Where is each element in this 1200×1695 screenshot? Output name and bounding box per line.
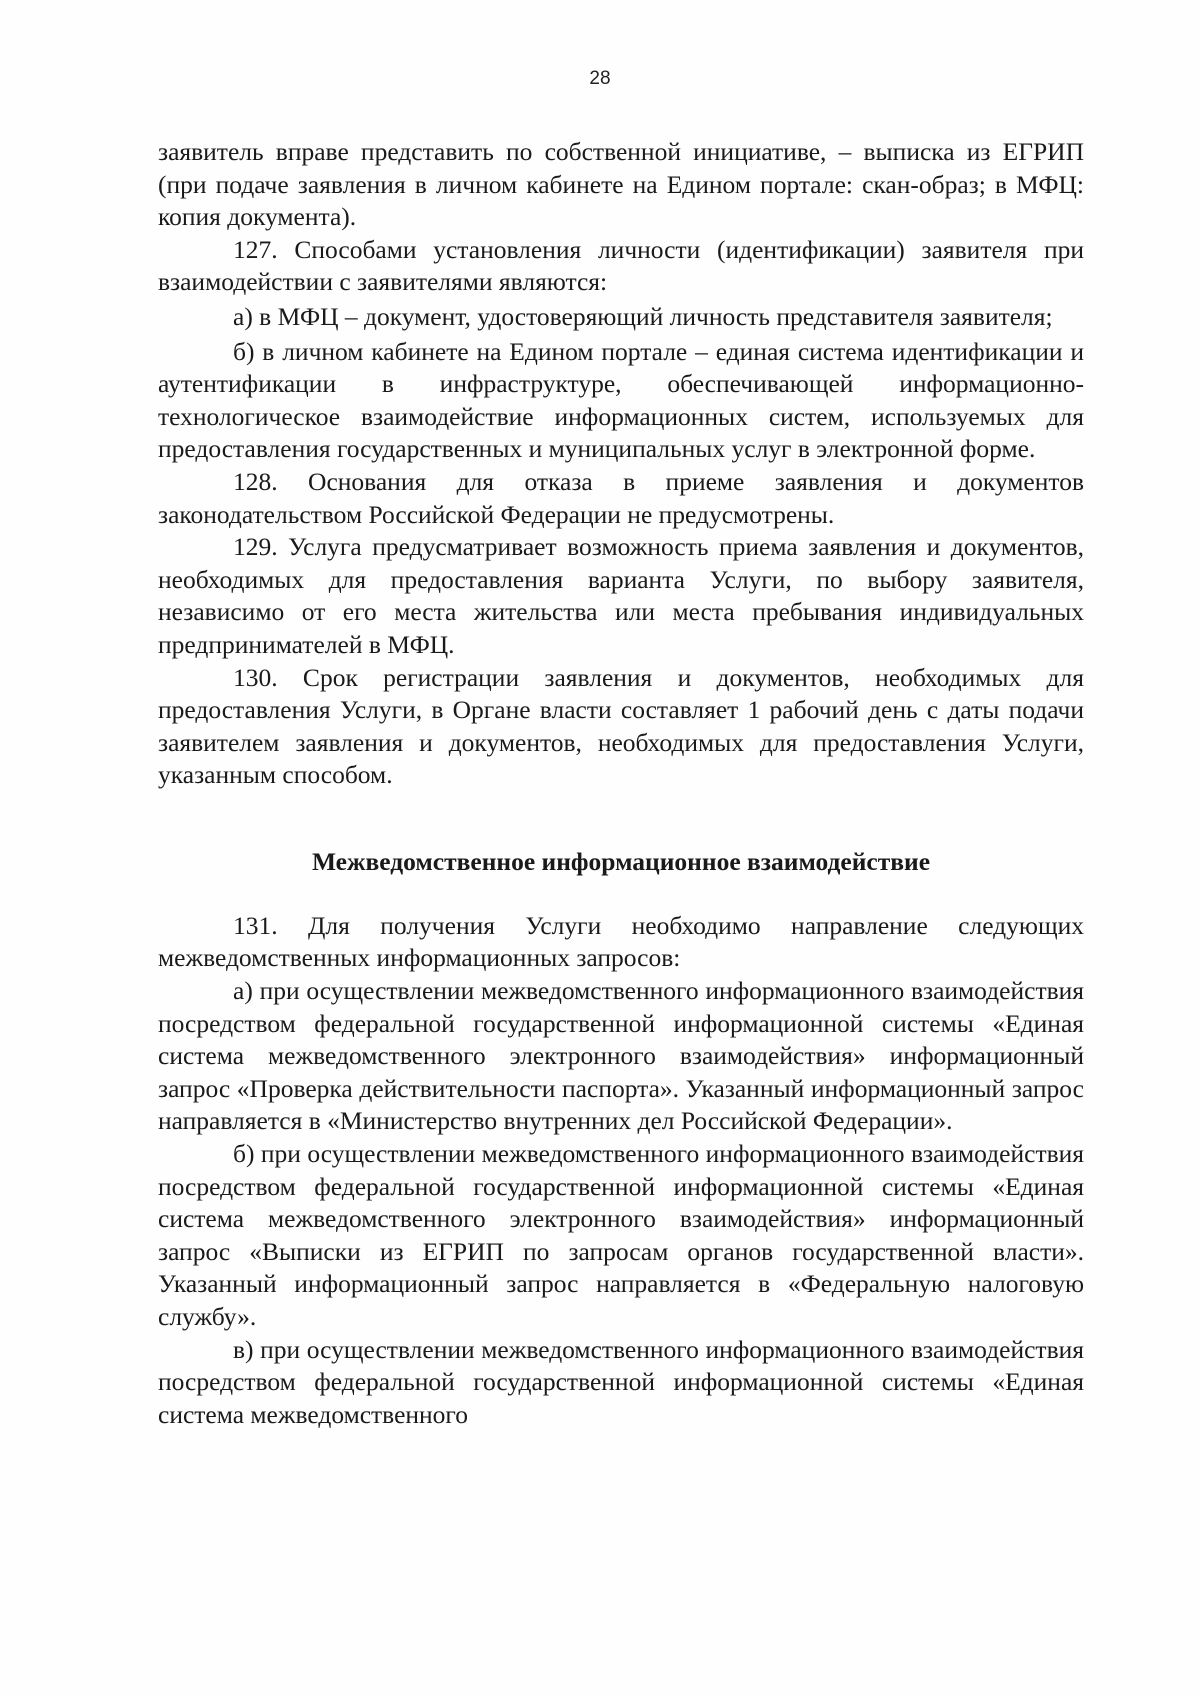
paragraph-129: 129. Услуга предусматривает возможность приема заявления и документов, необходимых для предоставления варианта Услуги, по выбору заявителя, независимо от его места жительства или места пребывания индивидуальных предпринимателей в МФЦ. [158, 532, 1084, 659]
paragraph-131: 131. Для получения Услуги необходимо направление следующих межведомственных информационных запросов: [158, 910, 1084, 973]
paragraph-127: 127. Способами установления личности (идентификации) заявителя при взаимодействии с заявителями являются: [158, 234, 1084, 297]
paragraph-continuation: заявитель вправе представить по собственной инициативе, – выписка из ЕГРИП (при подаче заявления в личном кабинете на Едином портале: скан-образ; в МФЦ: копия документа). [158, 137, 1084, 232]
paragraph-131-a: а) при осуществлении межведомственного информационного взаимодействия посредством федеральной государственной информационной системы «Единая система межведомственного электронного взаимодействия» информационный запрос «Проверка действительности паспорта». Указанный информационный запрос направляется в «Министерство внутренних дел Российской Федерации». [158, 976, 1084, 1136]
paragraph-131-v: в) при осуществлении межведомственного информационного взаимодействия посредством федеральной государственной информационной системы «Единая система межведомственного [158, 1334, 1084, 1429]
paragraph-127-a: а) в МФЦ – документ, удостоверяющий личность представителя заявителя; [233, 301, 1053, 331]
paragraph-130: 130. Срок регистрации заявления и документов, необходимых для предоставления Услуги, в Органе власти составляет 1 рабочий день с даты подачи заявителем заявления и документов, необходимых для предоставления Услуги, указанным способом. [158, 662, 1084, 790]
page-number: 28 [589, 68, 611, 89]
paragraph-131-b: б) при осуществлении межведомственного информационного взаимодействия посредством федеральной государственной информационной системы «Единая система межведомственного электронного взаимодействия» информационный запрос «Выписки из ЕГРИП по запросам органов государственной власти». Указанный информационный запрос направляется в «Федеральную налоговую службу». [158, 1139, 1084, 1331]
document-body [158, 136, 1084, 1431]
paragraph-128: 128. Основания для отказа в приеме заявления и документов законодательством Российской Федерации не предусмотрены. [158, 466, 1084, 529]
section-heading: Межведомственное информационное взаимодействие [311, 846, 931, 876]
paragraph-127-b: б) в личном кабинете на Едином портале – единая система идентификации и аутентификации в инфраструктуре, обеспечивающей информационно-технологическое взаимодействие информационных систем, используемых для предоставления государственных и муниципальных услуг в электронной форме. [158, 336, 1084, 464]
